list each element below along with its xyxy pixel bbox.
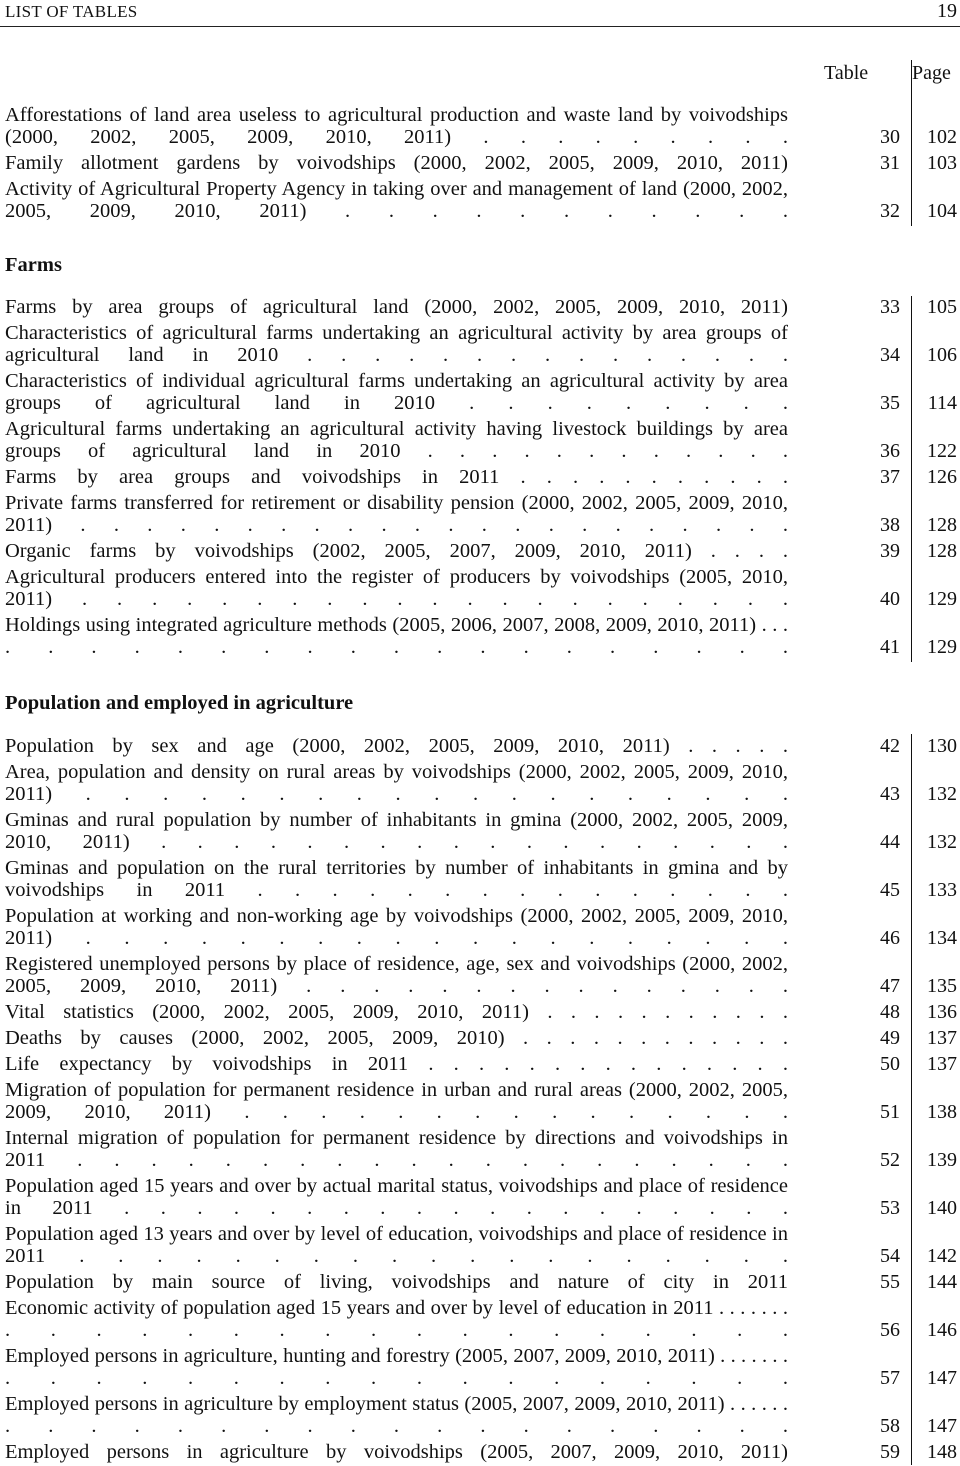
toc-entry-table-number: 49	[880, 1027, 900, 1049]
toc-entry-page-number: 138	[927, 1101, 957, 1123]
toc-entry-title: Agricultural farms undertaking an agricultural activity having livestock buildings by area groups of agricultural land in 2010 . . . . . . . . . . . .	[5, 418, 788, 462]
toc-entry-table-number: 58	[880, 1415, 900, 1437]
toc-entry-title: Organic farms by voivodships (2002, 2005, 2007, 2009, 2010, 2011) . . . .	[5, 540, 788, 562]
toc-entry-title: Migration of population for permanent residence in urban and rural areas (2000, 2002, 2005, 2009, 2010, 2011) . . . . . . . . . . . . . . .	[5, 1079, 788, 1123]
toc-entry-title: Registered unemployed persons by place of residence, age, sex and voivodships (2000, 2002, 2005, 2009, 2010, 2011) . . . . . . . . . . . . . . .	[5, 953, 788, 997]
toc-entry-title: Life expectancy by voivodships in 2011 . . . . . . . . . . . . . . .	[5, 1053, 788, 1075]
toc-entry-title: Population by main source of living, voivodships and nature of city in 2011	[5, 1271, 788, 1293]
toc-entry-page-number: 103	[927, 152, 957, 174]
toc-entry-page-number: 137	[927, 1053, 957, 1075]
toc-entry-title: Population by sex and age (2000, 2002, 2005, 2009, 2010, 2011) . . . . .	[5, 735, 788, 757]
running-title: LIST OF TABLES	[5, 2, 138, 21]
toc-entry-title: Population aged 15 years and over by actual marital status, voivodships and place of residence in 2011 . . . . . . . . . . . . . . . . . . .	[5, 1175, 788, 1219]
toc-entry-page-number: 129	[927, 588, 957, 610]
toc-entry-table-number: 34	[880, 344, 900, 366]
toc-entry-table-number: 56	[880, 1319, 900, 1341]
toc-entry-table-number: 59	[880, 1441, 900, 1463]
toc-entry	[5, 466, 957, 488]
toc-entry	[5, 1223, 957, 1267]
toc-entry-title: Employed persons in agriculture by employment status (2005, 2007, 2009, 2010, 2011) . . . . . . . . . . . . . . . . . . . . . . . . .	[5, 1393, 788, 1437]
page-header	[0, 0, 960, 27]
toc-entry-page-number: 122	[927, 440, 957, 462]
toc-entry-title: Employed persons in agriculture by voivodships (2005, 2007, 2009, 2010, 2011)	[5, 1441, 788, 1463]
page-number: 19	[937, 0, 957, 22]
toc-entry-title: Deaths by causes (2000, 2002, 2005, 2009, 2010) . . . . . . . . . . . .	[5, 1027, 788, 1049]
toc-entry-page-number: 147	[927, 1367, 957, 1389]
toc-entry-title: Agricultural producers entered into the register of producers by voivodships (2005, 2010, 2011) . . . . . . . . . . . . . . . . . . . . .	[5, 566, 788, 610]
toc-entry	[5, 735, 957, 757]
toc-entry	[5, 540, 957, 562]
toc-entry-title: Activity of Agricultural Property Agency in taking over and management of land (2000, 2002, 2005, 2009, 2010, 2011) . . . . . . . . . . .	[5, 178, 788, 222]
toc-entry	[5, 1079, 957, 1123]
toc-entry-page-number: 142	[927, 1245, 957, 1267]
toc-entry-table-number: 37	[880, 466, 900, 488]
toc-entry-title: Gminas and population on the rural territories by number of inhabitants in gmina and by voivodships in 2011 . . . . . . . . . . . . . . .	[5, 857, 788, 901]
column-header-table: Table	[824, 62, 869, 84]
toc-entry-title: Gminas and rural population by number of inhabitants in gmina (2000, 2002, 2005, 2009, 2010, 2011) . . . . . . . . . . . . . . . . . .	[5, 809, 788, 853]
toc-entry	[5, 370, 957, 414]
toc-entry	[5, 614, 957, 658]
toc-entry-table-number: 39	[880, 540, 900, 562]
toc-entry-table-number: 55	[880, 1271, 900, 1293]
toc-entry	[5, 178, 957, 222]
toc-entry-page-number: 128	[927, 540, 957, 562]
toc-entry	[5, 761, 957, 805]
toc-entry	[5, 492, 957, 536]
toc-entry-page-number: 134	[927, 927, 957, 949]
toc-entry-page-number: 130	[927, 735, 957, 757]
toc-entry-table-number: 54	[880, 1245, 900, 1267]
toc-entry	[5, 809, 957, 853]
toc-entry-table-number: 53	[880, 1197, 900, 1219]
toc-entry	[5, 953, 957, 997]
toc-entry-title: Population aged 13 years and over by level of education, voivodships and place of residence in 2011 . . . . . . . . . . . . . . . . . . .	[5, 1223, 788, 1267]
toc-entry-page-number: 140	[927, 1197, 957, 1219]
toc-entry-page-number: 105	[927, 296, 957, 318]
toc-entry	[5, 1393, 957, 1437]
toc-entry-table-number: 51	[880, 1101, 900, 1123]
toc-entry-table-number: 35	[880, 392, 900, 414]
toc-entry-table-number: 42	[880, 735, 900, 757]
toc-entry	[5, 566, 957, 610]
toc-entry-title: Family allotment gardens by voivodships (2000, 2002, 2005, 2009, 2010, 2011)	[5, 152, 788, 174]
toc-entry-table-number: 33	[880, 296, 900, 318]
toc-entry-table-number: 41	[880, 636, 900, 658]
toc-entry-table-number: 57	[880, 1367, 900, 1389]
toc-entry-title: Population at working and non-working age by voivodships (2000, 2002, 2005, 2009, 2010, 2011) . . . . . . . . . . . . . . . . . . .	[5, 905, 788, 949]
toc-entry	[5, 1127, 957, 1171]
toc-entry-page-number: 104	[927, 200, 957, 222]
toc-entry-table-number: 52	[880, 1149, 900, 1171]
toc-entry	[5, 1271, 957, 1293]
toc-entry-page-number: 132	[927, 831, 957, 853]
toc-entry-page-number: 126	[927, 466, 957, 488]
toc-entry	[5, 1441, 957, 1463]
toc-entry-page-number: 129	[927, 636, 957, 658]
toc-entry	[5, 1175, 957, 1219]
toc-entry-table-number: 44	[880, 831, 900, 853]
toc-entry-table-number: 30	[880, 126, 900, 148]
toc-entry-page-number: 147	[927, 1415, 957, 1437]
toc-entry	[5, 1027, 957, 1049]
section-heading-farms: Farms	[5, 254, 62, 276]
toc-entry-page-number: 102	[927, 126, 957, 148]
toc-entry-table-number: 46	[880, 927, 900, 949]
toc-entry-page-number: 133	[927, 879, 957, 901]
toc-entry-table-number: 36	[880, 440, 900, 462]
toc-entry-page-number: 139	[927, 1149, 957, 1171]
toc-entry-title: Internal migration of population for permanent residence by directions and voivodships in 2011 . . . . . . . . . . . . . . . . . . . .	[5, 1127, 788, 1171]
toc-entry	[5, 296, 957, 318]
toc-entry	[5, 152, 957, 174]
toc-entry-title: Afforestations of land area useless to agricultural production and waste land by voivodships (2000, 2002, 2005, 2009, 2010, 2011) . . . . . . . . .	[5, 104, 788, 148]
toc-entry-title: Holdings using integrated agriculture methods (2005, 2006, 2007, 2008, 2009, 2010, 2011) . . . . . . . . . . . . . . . . . . . . . .	[5, 614, 788, 658]
toc-entry	[5, 905, 957, 949]
toc-entry-page-number: 136	[927, 1001, 957, 1023]
toc-entry-table-number: 45	[880, 879, 900, 901]
toc-entry-table-number: 47	[880, 975, 900, 997]
toc-entry-table-number: 32	[880, 200, 900, 222]
toc-entry-title: Characteristics of individual agricultural farms undertaking an agricultural activity by area groups of agricultural land in 2010 . . . . . . . . .	[5, 370, 788, 414]
toc-entry-page-number: 144	[927, 1271, 957, 1293]
toc-entry-page-number: 148	[927, 1441, 957, 1463]
toc-entry-title: Area, population and density on rural areas by voivodships (2000, 2002, 2005, 2009, 2010, 2011) . . . . . . . . . . . . . . . . . . .	[5, 761, 788, 805]
toc-entry-table-number: 43	[880, 783, 900, 805]
toc-entry-title: Vital statistics (2000, 2002, 2005, 2009, 2010, 2011) . . . . . . . . . . .	[5, 1001, 788, 1023]
toc-entry-table-number: 48	[880, 1001, 900, 1023]
toc-entry	[5, 1001, 957, 1023]
toc-entry-title: Economic activity of population aged 15 years and over by level of education in 2011 . . . . . . . . . . . . . . . . . . . . . . . . .	[5, 1297, 788, 1341]
toc-entry-title: Farms by area groups of agricultural land (2000, 2002, 2005, 2009, 2010, 2011)	[5, 296, 788, 318]
toc-entry	[5, 418, 957, 462]
toc-entry	[5, 1053, 957, 1075]
toc-entry-table-number: 31	[880, 152, 900, 174]
toc-entry	[5, 322, 957, 366]
toc-entry-page-number: 135	[927, 975, 957, 997]
toc-entry-page-number: 114	[927, 392, 957, 414]
toc-entry-page-number: 106	[927, 344, 957, 366]
toc-entry-title: Characteristics of agricultural farms undertaking an agricultural activity by area groups of agricultural land in 2010 . . . . . . . . . . . . . . .	[5, 322, 788, 366]
toc-entry-table-number: 50	[880, 1053, 900, 1075]
toc-entry-title: Private farms transferred for retirement or disability pension (2000, 2002, 2005, 2009, 2010, 2011) . . . . . . . . . . . . . . . . . . . . . .	[5, 492, 788, 536]
toc-entry-title: Farms by area groups and voivodships in 2011 . . . . . . . . . . .	[5, 466, 788, 488]
toc-entry-page-number: 137	[927, 1027, 957, 1049]
toc-entry-table-number: 38	[880, 514, 900, 536]
toc-entry	[5, 1297, 957, 1341]
toc-entry-page-number: 128	[927, 514, 957, 536]
toc-entry	[5, 104, 957, 148]
section-heading-population: Population and employed in agriculture	[5, 692, 354, 714]
toc-entry-table-number: 40	[880, 588, 900, 610]
column-header-page: Page	[912, 62, 951, 84]
toc-entry	[5, 1345, 957, 1389]
toc-entry	[5, 857, 957, 901]
toc-entry-page-number: 132	[927, 783, 957, 805]
toc-entry-title: Employed persons in agriculture, hunting and forestry (2005, 2007, 2009, 2010, 2011) . . . . . . . . . . . . . . . . . . . . . . . . .	[5, 1345, 788, 1389]
toc-entry-page-number: 146	[927, 1319, 957, 1341]
